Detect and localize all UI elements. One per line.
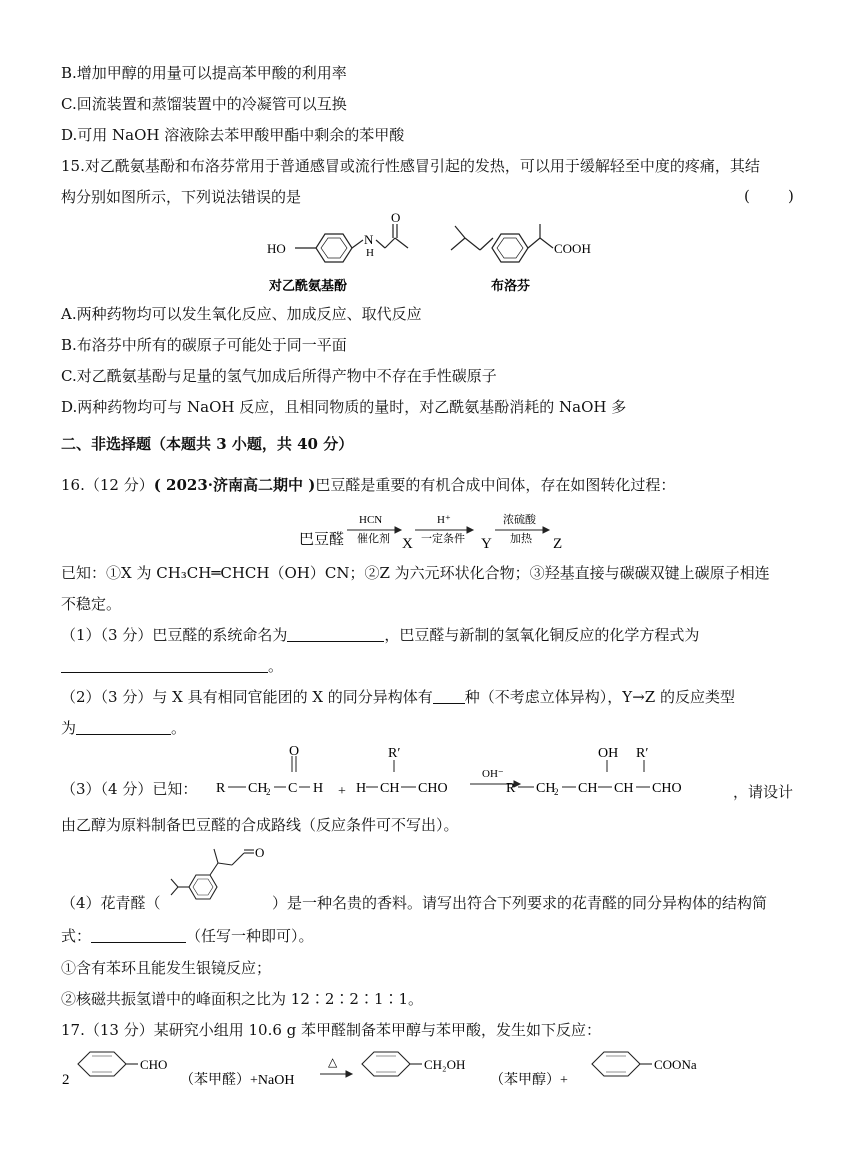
scheme-start: 巴豆醛 bbox=[299, 532, 345, 548]
q15-option-c: C.对乙酰氨基酚与足量的氢气加成后所得产物中不存在手性碳原子 bbox=[61, 367, 497, 385]
q16-part3-label: （3）（4 分）已知： bbox=[61, 780, 198, 798]
q16-intro: 巴豆醛是重要的有机合成中间体，存在如图转化过程： bbox=[315, 476, 676, 494]
eq-rprime: R′ bbox=[388, 746, 401, 761]
q16-p1-text-c: 。 bbox=[268, 657, 284, 675]
q16-condition-1: ①含有苯环且能发生银镜反应； bbox=[61, 959, 272, 977]
q15-option-a: A.两种药物均可以发生氧化反应、加成反应、取代反应 bbox=[61, 305, 422, 323]
eq-oh-minus: OH⁻ bbox=[482, 768, 504, 780]
answer-blank-equation[interactable] bbox=[61, 657, 268, 673]
q16-part2-line2 bbox=[61, 718, 186, 738]
eq-r: R bbox=[216, 781, 226, 796]
q15-option-b: B.布洛芬中所有的碳原子可能处于同一平面 bbox=[61, 336, 347, 354]
q16-heading bbox=[61, 475, 675, 495]
scheme-y: Y bbox=[481, 536, 492, 552]
q16-p4-text-d: （任写一种即可）。 bbox=[186, 927, 314, 945]
eq-cho-prod: CHO bbox=[652, 781, 682, 796]
q16-p2-text-c: 为 bbox=[61, 719, 77, 737]
cyclamen-o-label: O bbox=[255, 845, 265, 860]
q15-answer-paren: ( ) bbox=[744, 187, 794, 205]
q15-option-d: D.两种药物均可与 NaOH 反应，且相同物质的量时，对乙酰氨基酚消耗的 NaOH 多 bbox=[61, 398, 627, 416]
eq-ch2-sub: 2 bbox=[266, 787, 271, 797]
q16-p2-text-d: 。 bbox=[171, 719, 187, 737]
q16-conversion-scheme bbox=[295, 506, 585, 554]
sodium-benzoate-ring bbox=[592, 1052, 640, 1076]
q17-heading: 17.（13 分）某研究小组用 10.6 g 苯甲醛制备苯甲醇与苯甲酸，发生如下反应： bbox=[61, 1021, 602, 1039]
q16-known-line1: 已知：①X 为 CH₃CH═CHCH（OH）CN；②Z 为六元环状化合物；③羟基直接与碳碳双键上碳原子相连 bbox=[61, 564, 770, 582]
q16-condition-2: ②核磁共振氢谱中的峰面积之比为 12∶2∶2∶1∶1。 bbox=[61, 990, 424, 1008]
eq-h2: H bbox=[356, 781, 367, 796]
q17-reaction-figure bbox=[58, 1044, 778, 1096]
q16-p1-text-b: ，巴豆醛与新制的氢氧化铜反应的化学方程式为 bbox=[384, 626, 700, 644]
eq-rprime-prod: R′ bbox=[636, 746, 649, 761]
answer-blank-reaction-type[interactable] bbox=[76, 719, 171, 735]
ibuprofen-label: 布洛芬 bbox=[491, 278, 531, 293]
eq-oh: OH bbox=[598, 746, 619, 761]
q16-p2-text-b: 种（不考虑立体异构），Y→Z 的反应类型 bbox=[464, 688, 735, 706]
eq-c: C bbox=[288, 781, 298, 796]
answer-blank-name[interactable] bbox=[287, 626, 384, 642]
q14-option-b: B.增加甲醇的用量可以提高苯甲酸的利用率 bbox=[61, 64, 347, 82]
q16-p1-text-a: （1）（3 分）巴豆醛的系统命名为 bbox=[61, 626, 288, 644]
heat-symbol: △ bbox=[328, 1055, 338, 1069]
arrow2-top: H⁺ bbox=[437, 514, 451, 526]
arrow1-top: HCN bbox=[359, 514, 383, 526]
eq-plus: + bbox=[338, 784, 346, 799]
eq-ch2-prod: CH bbox=[536, 781, 556, 796]
coona-label: COONa bbox=[654, 1057, 697, 1072]
q16-part1-line2 bbox=[61, 656, 283, 676]
arrow2-bottom: 一定条件 bbox=[421, 533, 465, 545]
aldol-equation-figure bbox=[212, 742, 752, 806]
o-label: O bbox=[391, 210, 401, 225]
q16-number: 16.（12 分） bbox=[61, 476, 154, 494]
cho-label: CHO bbox=[140, 1057, 168, 1072]
q14-option-c: C.回流装置和蒸馏装置中的冷凝管可以互换 bbox=[61, 95, 347, 113]
eq-ch2-prod-sub: 2 bbox=[554, 787, 559, 797]
cooh-label: COOH bbox=[554, 241, 591, 256]
q15-stem-line1: 15.对乙酰氨基酚和布洛芬常用于普通感冒或流行性感冒引起的发热，可以用于缓解轻至中度的疼痛，其结 bbox=[61, 157, 760, 175]
q16-part4-label: （4）花青醛（ bbox=[61, 894, 161, 912]
answer-blank-isomer[interactable] bbox=[91, 927, 186, 943]
paracetamol-label: 对乙酰氨基酚 bbox=[269, 278, 348, 293]
eq-ch2: CH bbox=[248, 781, 268, 796]
q16-known-line2: 不稳定。 bbox=[61, 595, 122, 613]
eq-ch-prod2: CH bbox=[614, 781, 634, 796]
benzyl-alcohol-name: （苯甲醇）+ bbox=[490, 1073, 568, 1088]
n-label: N bbox=[364, 232, 374, 247]
eq-r2: R bbox=[506, 781, 516, 796]
ho-label: HO bbox=[267, 241, 286, 256]
h-label: H bbox=[366, 247, 374, 259]
q16-part2-line1 bbox=[61, 687, 735, 707]
q16-part3-tail: ，请设计 bbox=[733, 783, 794, 801]
arrow3-bottom: 加热 bbox=[510, 533, 532, 545]
eq-ch-prod1: CH bbox=[578, 781, 598, 796]
q15-structures-figure bbox=[255, 208, 615, 298]
eq-o: O bbox=[289, 744, 300, 759]
cyclamen-aldehyde-structure bbox=[158, 843, 268, 915]
q16-p2-text-a: （2）（3 分）与 X 具有相同官能团的 X 的同分异构体有 bbox=[61, 688, 433, 706]
eq-cho: CHO bbox=[418, 781, 448, 796]
q17-coefficient: 2 bbox=[62, 1072, 70, 1088]
q14-option-d: D.可用 NaOH 溶液除去苯甲酸甲酯中剩余的苯甲酸 bbox=[61, 126, 405, 144]
scheme-z: Z bbox=[553, 536, 563, 552]
q16-p4-text-c: 式： bbox=[61, 927, 92, 945]
q16-part1-line1 bbox=[61, 625, 699, 645]
arrow1-bottom: 催化剂 bbox=[357, 533, 390, 545]
q16-part4-line2 bbox=[61, 926, 314, 946]
benzyl-alcohol-ring bbox=[362, 1052, 410, 1076]
ch2oh-label: CH₂OH bbox=[424, 1057, 466, 1072]
eq-h: H bbox=[313, 781, 324, 796]
arrow3-top: 浓硫酸 bbox=[503, 514, 536, 526]
q16-part3-line2: 由乙醇为原料制备巴豆醛的合成路线（反应条件可不写出）。 bbox=[61, 816, 459, 834]
answer-blank-isomer-count[interactable] bbox=[433, 688, 465, 704]
q15-stem-line2: 构分别如图所示，下列说法错误的是 bbox=[61, 188, 302, 206]
scheme-x: X bbox=[402, 536, 413, 552]
benzaldehyde-ring bbox=[78, 1052, 126, 1076]
section-heading: 二、非选择题（本题共 3 小题，共 40 分） bbox=[61, 435, 354, 453]
q16-part4-text: ）是一种名贵的香料。请写出符合下列要求的花青醛的同分异构体的结构简 bbox=[272, 894, 768, 912]
q16-source: ( 2023·济南高二期中 ) bbox=[153, 476, 316, 494]
eq-ch: CH bbox=[380, 781, 400, 796]
benzaldehyde-name: （苯甲醛）+NaOH bbox=[180, 1073, 295, 1088]
